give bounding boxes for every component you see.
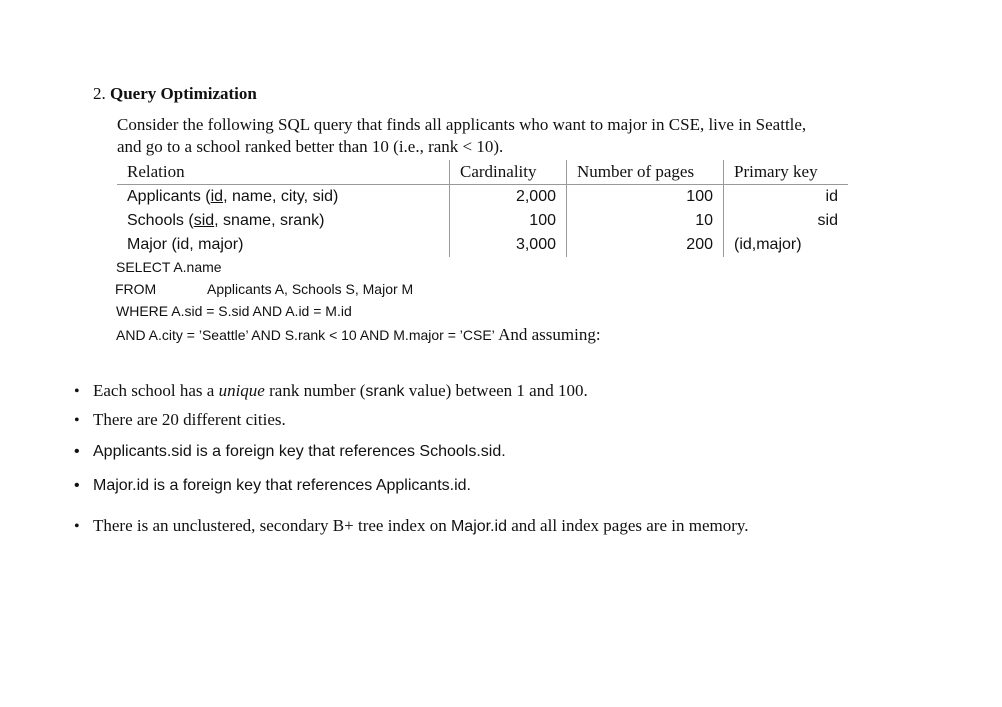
relation-open-paren: ( [183, 212, 194, 229]
question-heading [93, 84, 257, 104]
question-title: Query Optimization [110, 84, 257, 103]
primary-key-cell: sid [724, 209, 849, 233]
list-item [74, 516, 749, 536]
bullet-marker: • [74, 383, 80, 400]
relation-cell [117, 209, 450, 233]
header-relation: Relation [117, 160, 450, 185]
inline-code-srank: srank [365, 383, 405, 400]
bullet-text: rank number ( [264, 381, 366, 400]
bullet-marker: • [74, 477, 80, 494]
relation-attributes: , name, city, sid) [223, 188, 339, 205]
bullet-text: value) between 1 and 100. [404, 381, 588, 400]
header-primary-key: Primary key [724, 160, 849, 185]
primary-key-cell: id [724, 185, 849, 210]
cardinality-cell: 2,000 [450, 185, 567, 210]
bullet-text: Each school has a [93, 381, 219, 400]
intro-line-1: Consider the following SQL query that finds all applicants who want to major in CSE, live in Seattle, [117, 115, 807, 134]
bullet-marker: • [74, 518, 80, 535]
relations-table [117, 160, 848, 257]
pages-cell: 10 [567, 209, 724, 233]
sql-and-line [116, 325, 601, 345]
pages-cell: 100 [567, 185, 724, 210]
bullet-text: and all index pages are in memory. [507, 516, 749, 535]
inline-code-major-id: Major.id [450, 518, 507, 535]
bullet-text: There are 20 different cities. [93, 410, 286, 429]
relation-cell: Major (id, major) [127, 236, 244, 253]
list-item [74, 443, 506, 461]
assumptions-intro: And assuming: [494, 325, 601, 344]
list-item [74, 477, 471, 495]
list-item [74, 410, 286, 430]
relation-attributes: , sname, srank) [214, 212, 325, 229]
sql-from-tables: Applicants A, Schools S, Major M [207, 281, 414, 297]
cardinality-cell: 100 [450, 209, 567, 233]
question-number: 2. [93, 84, 106, 103]
sql-where-line: WHERE A.sid = S.sid AND A.id = M.id [116, 303, 352, 319]
relation-name: Applicants [127, 188, 201, 205]
cardinality-cell: 3,000 [450, 233, 567, 257]
pages-cell: 200 [567, 233, 724, 257]
relation-cell [117, 185, 450, 210]
header-pages: Number of pages [567, 160, 724, 185]
sql-and-conditions: AND A.city = ’Seattle’ AND S.rank < 10 AND M.major = ’CSE’ [116, 327, 495, 343]
header-cardinality: Cardinality [450, 160, 567, 185]
bullet-text: There is an unclustered, secondary B+ tree index on [93, 516, 451, 535]
bullet-text: Major.id is a foreign key that references Applicants.id. [93, 477, 471, 494]
relation-key: sid [193, 212, 215, 229]
bullet-marker: • [74, 443, 80, 460]
relation-key: id [210, 188, 224, 205]
intro-line-2: and go to a school ranked better than 10 (i.e., rank < 10). [117, 137, 504, 156]
sql-from-line [115, 281, 413, 297]
table-row [117, 185, 848, 210]
bullet-text: Applicants.sid is a foreign key that references Schools.sid. [93, 443, 506, 460]
sql-select-line: SELECT A.name [116, 259, 222, 275]
bullet-marker: • [74, 412, 80, 429]
table-row [117, 209, 848, 233]
table-header-row [117, 160, 848, 185]
relation-open-paren: ( [200, 188, 211, 205]
sql-from-keyword: FROM [115, 281, 157, 297]
primary-key-cell: (id,major) [724, 233, 849, 257]
emphasis-unique: unique [218, 381, 265, 400]
table-row [117, 233, 848, 257]
relation-name: Schools [127, 212, 184, 229]
list-item [74, 381, 588, 401]
